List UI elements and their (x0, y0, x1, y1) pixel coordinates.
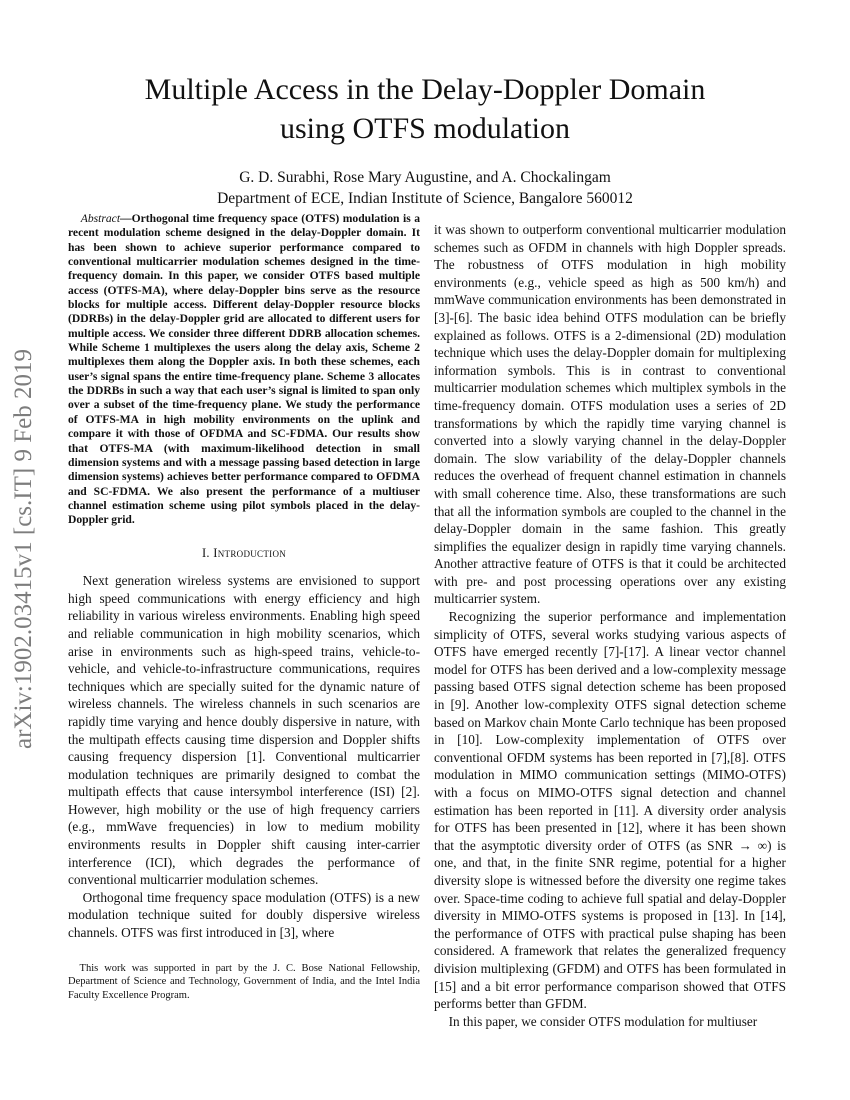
section-heading-introduction (68, 545, 420, 563)
title-line-1: Multiple Access in the Delay-Doppler Domain (144, 73, 706, 106)
section-title: Introduction (213, 545, 287, 560)
left-paragraph-2: Orthogonal time frequency space modulation (OTFS) is a new modulation technique suited for doubly dispersive wireless channels. OTFS was first introduced in [3], where (68, 889, 420, 941)
arxiv-identifier: arXiv:1902.03415v1 [cs.IT] 9 Feb 2019 (10, 349, 37, 749)
footnote-text: This work was supported in part by the J. C. Bose National Fellowship, Department of Science and Technology, Government of India, and the Intel India Faculty Excellence Program. (68, 963, 420, 1001)
author-block (60, 167, 790, 209)
section-numeral: I. (201, 545, 210, 560)
left-column (68, 212, 420, 942)
affiliation: Department of ECE, Indian Institute of Science, Bangalore 560012 (217, 190, 633, 207)
authors: G. D. Surabhi, Rose Mary Augustine, and A. Chockalingam (239, 169, 611, 186)
abstract (68, 212, 420, 528)
abstract-label: Abstract (80, 212, 121, 225)
right-paragraph-3: In this paper, we consider OTFS modulation for multiuser (448, 1013, 758, 1029)
right-paragraph-1: it was shown to outperform conventional multicarrier modulation schemes such as OFDM in channels with high Doppler spreads. The robustness of OTFS modulation in high mobility environments (e.g., vehicle speed as high as 500 km/h) and mmWave communication environments has been demonstrated in [3]-[6]. The basic idea behind OTFS modulation can be briefly explained as follows. OTFS is a 2-dimensional (2D) modulation technique which uses the delay-Doppler domain for multiplexing information symbols. This is in contrast to conventional multicarrier modulation schemes which multiplex symbols in the time-frequency domain. OTFS modulation uses a series of 2D transformations by which the rapidly time varying channel is converted into a slowly varying channel in the delay-Doppler domain. The slow variability of the delay-Doppler channels reduces the overhead of frequent channel estimation in channels with small coherence time. Also, these transformations are such that all the information symbols are coupled to the channel in the delay-Doppler domain in the same fashion. This greatly simplifies the equalizer design in rapidly time varying channels. Another attractive feature of OTFS is that it could be architected with pre- and post processing operations over any existing multicarrier system. (434, 222, 786, 607)
paper-title (60, 70, 790, 148)
left-paragraph-1: Next generation wireless systems are envisioned to support high speed communications with energy efficiency and high reliability in various wireless environments. Enabling high speed and reliable communication in high mobility scenarios, which arise in environments such as high-speed trains, vehicle-to-vehicle, and vehicle-to-infrastructure communications, requires techniques which are specially suited for the dynamic nature of wireless channels. The wireless channels in such scenarios are rapidly time varying and hence doubly dispersive in nature, with the multipath effects causing time dispersion and Doppler shifts causing frequency dispersion [1]. Conventional multicarrier modulation techniques are primarily designed to combat the multipath effects that cause intersymbol interference (ISI) [2]. However, high mobility or the use of high frequency carriers (e.g., mmWave frequencies) in low to medium mobility environments results in Doppler shift causing inter-carrier interference (ICI), which degrades the performance of conventional multicarrier modulation schemes. (68, 573, 420, 888)
right-paragraph-2: Recognizing the superior performance and implementation simplicity of OTFS, several works studying various aspects of OTFS have emerged recently [7]-[17]. A linear vector channel model for OTFS has been derived and a low-complexity message passing based OTFS signal detection scheme has been proposed in [9]. Another low-complexity OTFS signal detection scheme based on Markov chain Monte Carlo technique has been proposed in [10]. Low-complexity implementation of OTFS over conventional OFDM systems has been reported in [7],[8]. OTFS modulation in MIMO communication settings (MIMO-OTFS) with a focus on MIMO-OTFS signal detection and channel estimation has been reported in [11]. A diversity order analysis for OTFS has been presented in [12], where it has been shown that the asymptotic diversity order of OTFS (as SNR → ∞) is one, and that, in the finite SNR regime, potential for a higher diversity slope is witnessed before the diversity one regime takes over. Space-time coding to achieve full spatial and delay-Doppler diversity in MIMO-OTFS systems is proposed in [13]. In [14], the performance of OTFS with practical pulse shaping has been considered. A framework that relates the generalized frequency division multiplexing (GFDM) and OTFS has been formulated in [15] and a bit error performance comparison showed that OTFS performs better than GFDM. (434, 609, 786, 1012)
right-column (434, 221, 786, 1030)
footnote (68, 962, 420, 1002)
title-line-2: using OTFS modulation (279, 112, 571, 145)
abstract-text: —Orthogonal time frequency space (OTFS) modulation is a recent modulation scheme designed in the delay-Doppler domain. It has been shown to achieve superior performance compared to conventional multicarrier modulation schemes designed in the time-frequency domain. In this paper, we consider OTFS based multiple access (OTFS-MA), where delay-Doppler bins serve as the resource blocks for multiple access. Different delay-Doppler resource blocks (DDRBs) in the delay-Doppler grid are allocated to different users for multiple access. We consider three different DDRB allocation schemes. While Scheme 1 multiplexes the users along the delay axis, Scheme 2 multiplexes them along the Doppler axis. In both these schemes, each user’s signal spans the entire time-frequency plane. Scheme 3 allocates the DDRBs in such a way that each user’s signal is limited to span only over a subset of the time-frequency plane. We study the performance of OTFS-MA in high mobility environments on the uplink and compare it with those of OFDMA and SC-FDMA. Our results show that OTFS-MA (with maximum-likelihood detection in small dimension systems and with a message passing based detection in large dimension systems) achieves better performance compared to OFDMA and SC-FDMA. We also present the performance of a multiuser channel estimation scheme using pilot symbols placed in the delay-Doppler grid. (68, 212, 420, 527)
